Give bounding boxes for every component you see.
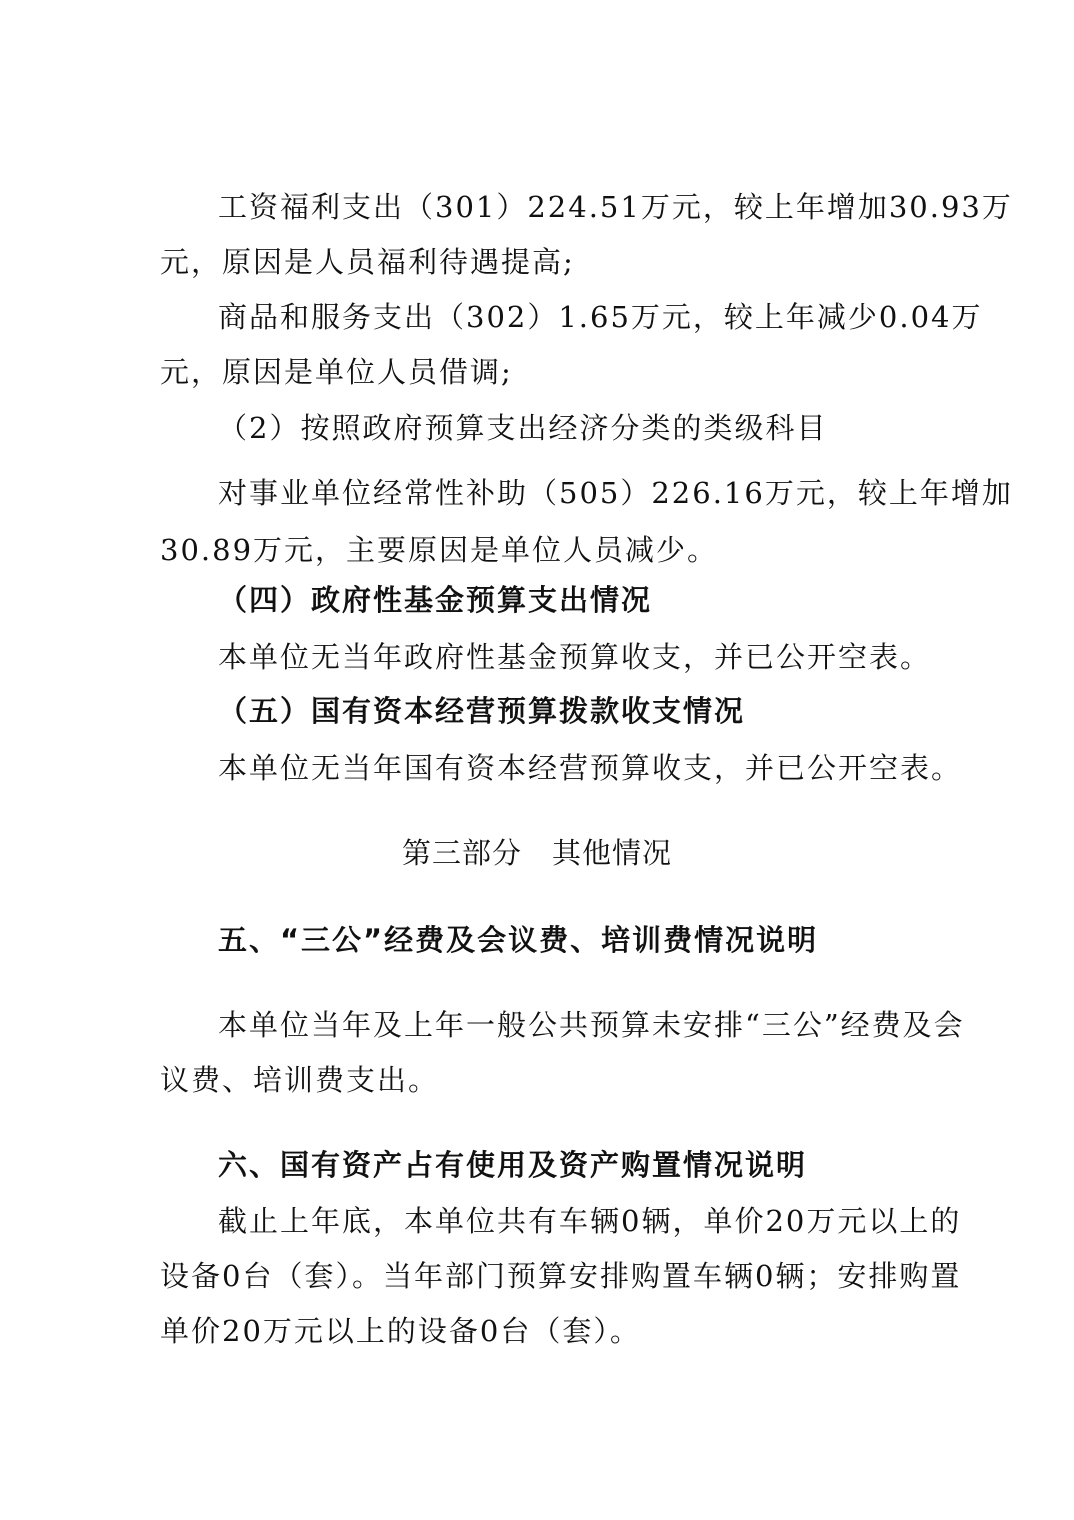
paragraph-three-public-line1: 本单位当年及上年一般公共预算未安排“三公”经费及会 — [218, 1008, 965, 1042]
paragraph-gov-fund: 本单位无当年政府性基金预算收支，并已公开空表。 — [218, 640, 932, 674]
section-six-heading: 六、国有资产占有使用及资产购置情况说明 — [218, 1148, 808, 1182]
paragraph-assets-line3: 单价20万元以上的设备0台（套）。 — [160, 1314, 641, 1348]
heading-gov-fund: （四）政府性基金预算支出情况 — [218, 583, 653, 617]
paragraph-505-line1: 对事业单位经常性补助（505）226.16万元，较上年增加 — [218, 476, 1013, 510]
subheading-class-level: （2）按照政府预算支出经济分类的类级科目 — [218, 411, 828, 445]
paragraph-302-line1: 商品和服务支出（302）1.65万元，较上年减少0.04万 — [218, 300, 983, 334]
paragraph-505-line2: 30.89万元，主要原因是单位人员减少。 — [160, 533, 719, 567]
paragraph-assets-line2: 设备0台（套）。当年部门预算安排购置车辆0辆；安排购置 — [160, 1259, 962, 1293]
part-three-title: 第三部分 其他情况 — [401, 836, 672, 870]
paragraph-302-line2: 元，原因是单位人员借调; — [160, 355, 513, 389]
paragraph-three-public-line2: 议费、培训费支出。 — [160, 1063, 440, 1097]
section-five-heading: 五、“三公”经费及会议费、培训费情况说明 — [218, 923, 819, 957]
paragraph-assets-line1: 截止上年底，本单位共有车辆0辆，单价20万元以上的 — [218, 1204, 962, 1238]
paragraph-state-capital: 本单位无当年国有资本经营预算收支，并已公开空表。 — [218, 751, 963, 785]
paragraph-301-line2: 元，原因是人员福利待遇提高; — [160, 245, 575, 279]
paragraph-301-line1: 工资福利支出（301）224.51万元，较上年增加30.93万 — [218, 190, 1013, 224]
heading-state-capital: （五）国有资本经营预算拨款收支情况 — [218, 694, 746, 728]
